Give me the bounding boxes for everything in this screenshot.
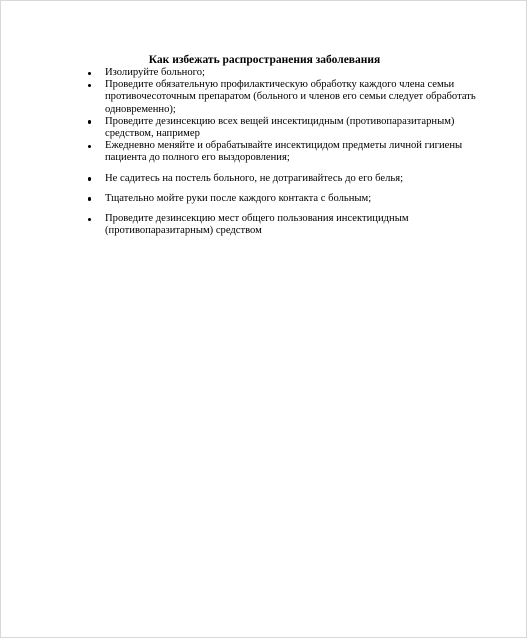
bullet-icon (88, 197, 91, 200)
list-item (88, 193, 488, 205)
list-item-text: Не садитесь на постель больного, не дотрагивайтесь до его белья; (105, 172, 404, 184)
list-item-text: Проведите обязательную профилактическую обработку каждого члена семьи противочесоточным препаратом (больного и членов его семьи следует обработать одновременно); (105, 79, 476, 115)
list-item-text: Ежедневно меняйте и обрабатывайте инсектицидом предметы личной гигиены пациента до полного его выздоровления; (105, 140, 463, 164)
list-item (88, 140, 488, 164)
bullet-icon (88, 177, 91, 180)
list-item-text: Проведите дезинсекцию мест общего пользования инсектицидным (противопаразитарным) средством (105, 213, 409, 237)
bullet-icon (88, 218, 91, 221)
list-item (88, 79, 488, 116)
list-item (88, 173, 488, 185)
list-item (88, 67, 488, 79)
bullet-icon (88, 120, 91, 123)
list-item-text: Изолируйте больного; (105, 67, 205, 78)
bullet-icon (88, 72, 91, 75)
bullet-icon (88, 84, 91, 87)
bullet-icon (88, 145, 91, 148)
bullet-list (88, 67, 488, 237)
document-title: Как избежать распространения заболевания (148, 54, 381, 66)
list-item (88, 116, 488, 140)
list-item-text: Тщательно мойте руки после каждого контакта с больным; (105, 192, 372, 204)
list-item (88, 213, 488, 237)
list-item-text: Проведите дезинсекцию всех вещей инсектицидным (противопаразитарным) средством, например (105, 115, 455, 140)
